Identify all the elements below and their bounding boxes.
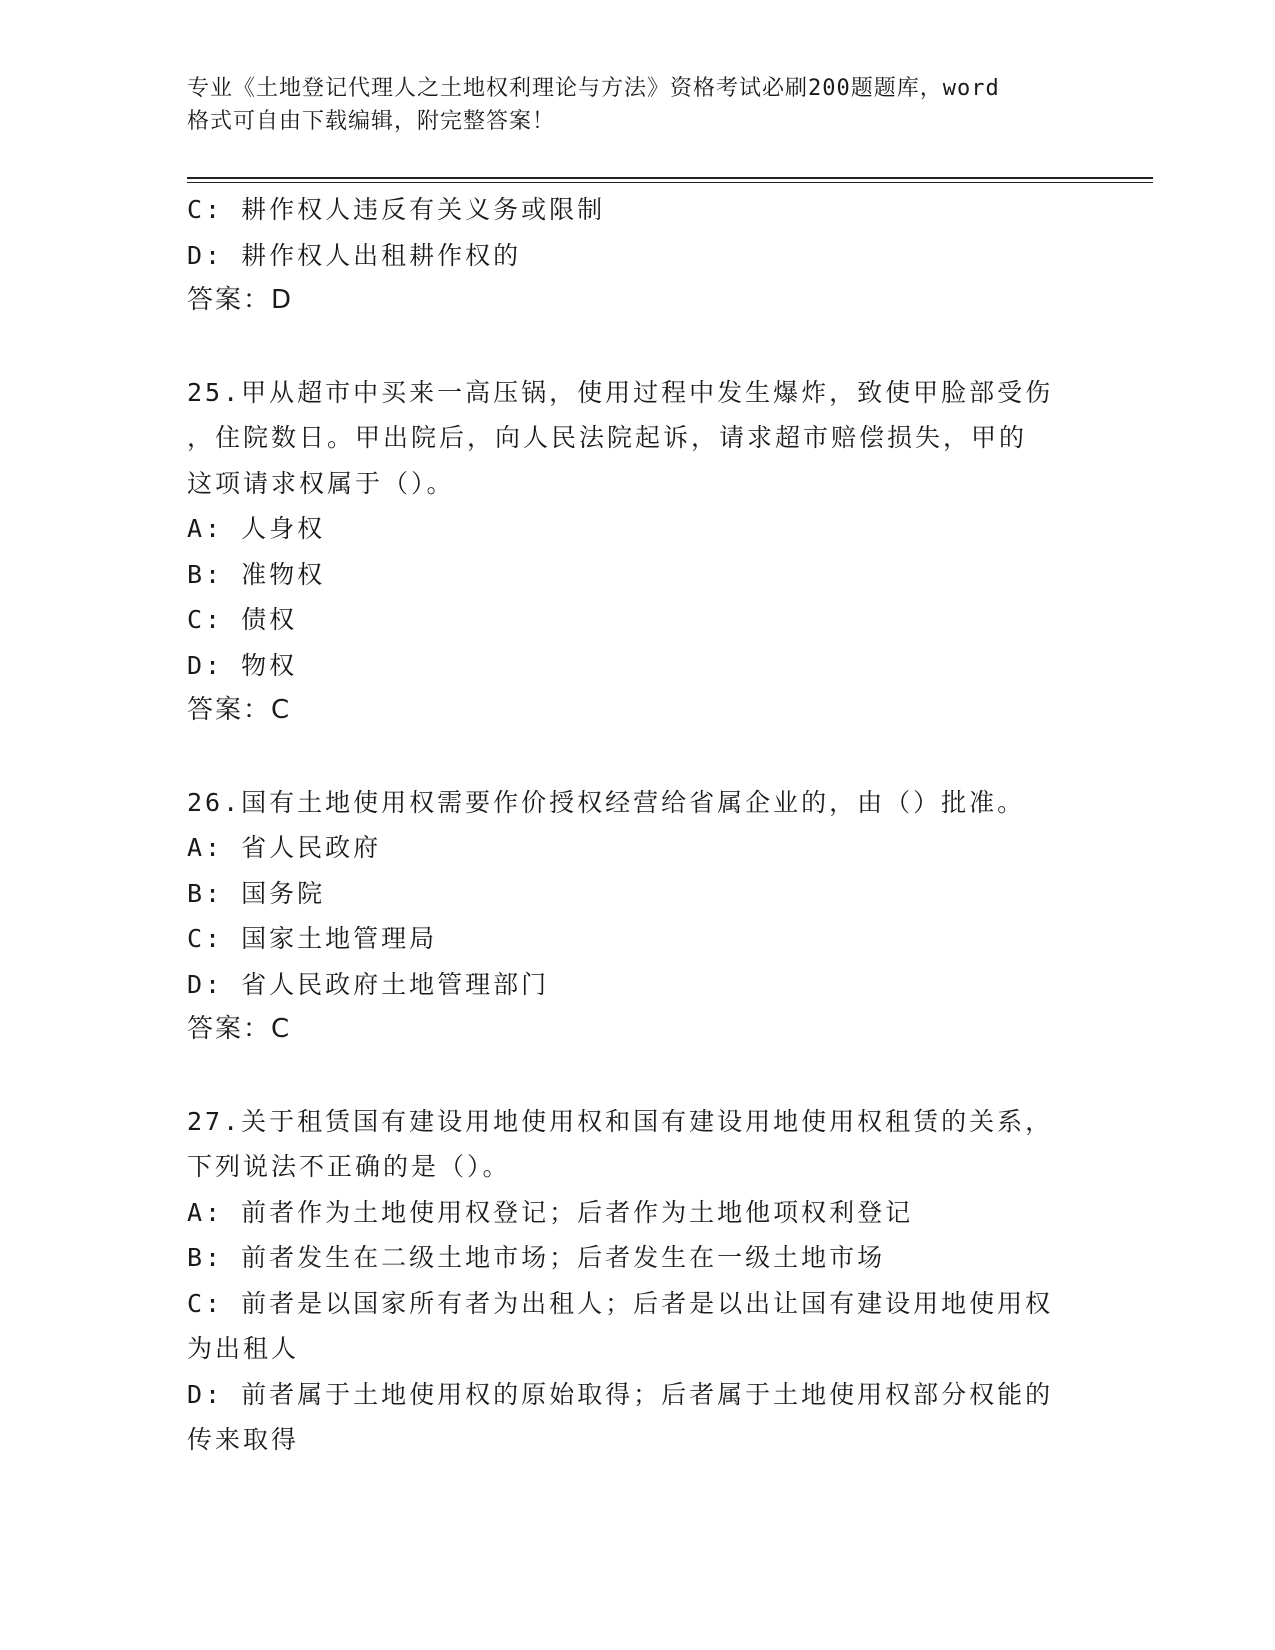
question-stem-line: 27.关于租赁国有建设用地使用权和国有建设用地使用权租赁的关系， [187,1106,1054,1136]
option-c: C: 耕作权人违反有关义务或限制 [187,195,606,224]
page-header [187,72,1067,138]
question-27 [187,1099,1087,1463]
question-25 [187,370,1087,734]
option-c-continued: 为出租人 [187,1334,300,1363]
option-d: D: 物权 [187,650,298,680]
answer-line: 答案：C [187,1014,292,1044]
answer-line: 答案：D [187,285,294,315]
option-c: C: 债权 [187,605,298,634]
option-d: D: 耕作权人出租耕作权的 [187,240,522,270]
question-stem-line: 25.甲从超市中买来一高压锅，使用过程中发生爆炸，致使甲脸部受伤 [187,377,1054,407]
previous-question-tail [187,187,1087,324]
question-26 [187,780,1087,1053]
question-stem-line: 这项请求权属于（）。 [187,468,455,498]
option-d: D: 前者属于土地使用权的原始取得；后者属于土地使用权部分权能的 [187,1379,1054,1409]
spacer [187,1053,1087,1099]
header-line-1: 专业《土地登记代理人之土地权利理论与方法》资格考试必刷200题题库，word [187,76,1000,101]
option-a: A: 前者作为土地使用权登记；后者作为土地他项权利登记 [187,1197,914,1227]
option-b: B: 国务院 [187,878,326,908]
option-c: C: 前者是以国家所有者为出租人；后者是以出让国有建设用地使用权 [187,1288,1054,1318]
option-a: A: 省人民政府 [187,833,382,862]
option-d: D: 省人民政府土地管理部门 [187,969,550,999]
header-rule-thin [187,182,1153,183]
question-stem-line: 26.国有土地使用权需要作价授权经营给省属企业的，由（）批准。 [187,787,1026,817]
option-a: A: 人身权 [187,514,326,543]
question-content [187,187,1087,1463]
header-line-2: 格式可自由下载编辑，附完整答案！ [187,109,556,134]
question-stem-line: 下列说法不正确的是（）。 [187,1152,511,1181]
option-d-continued: 传来取得 [187,1425,300,1454]
spacer [187,734,1087,780]
spacer [187,324,1087,370]
option-b: B: 准物权 [187,559,326,589]
header-rule-thick [187,177,1153,179]
option-c: C: 国家土地管理局 [187,924,438,953]
option-b: B: 前者发生在二级土地市场；后者发生在一级土地市场 [187,1243,886,1272]
answer-line: 答案：C [187,695,292,725]
question-stem-line: ，住院数日。甲出院后，向人民法院起诉，请求超市赔偿损失，甲的 [187,423,1028,452]
